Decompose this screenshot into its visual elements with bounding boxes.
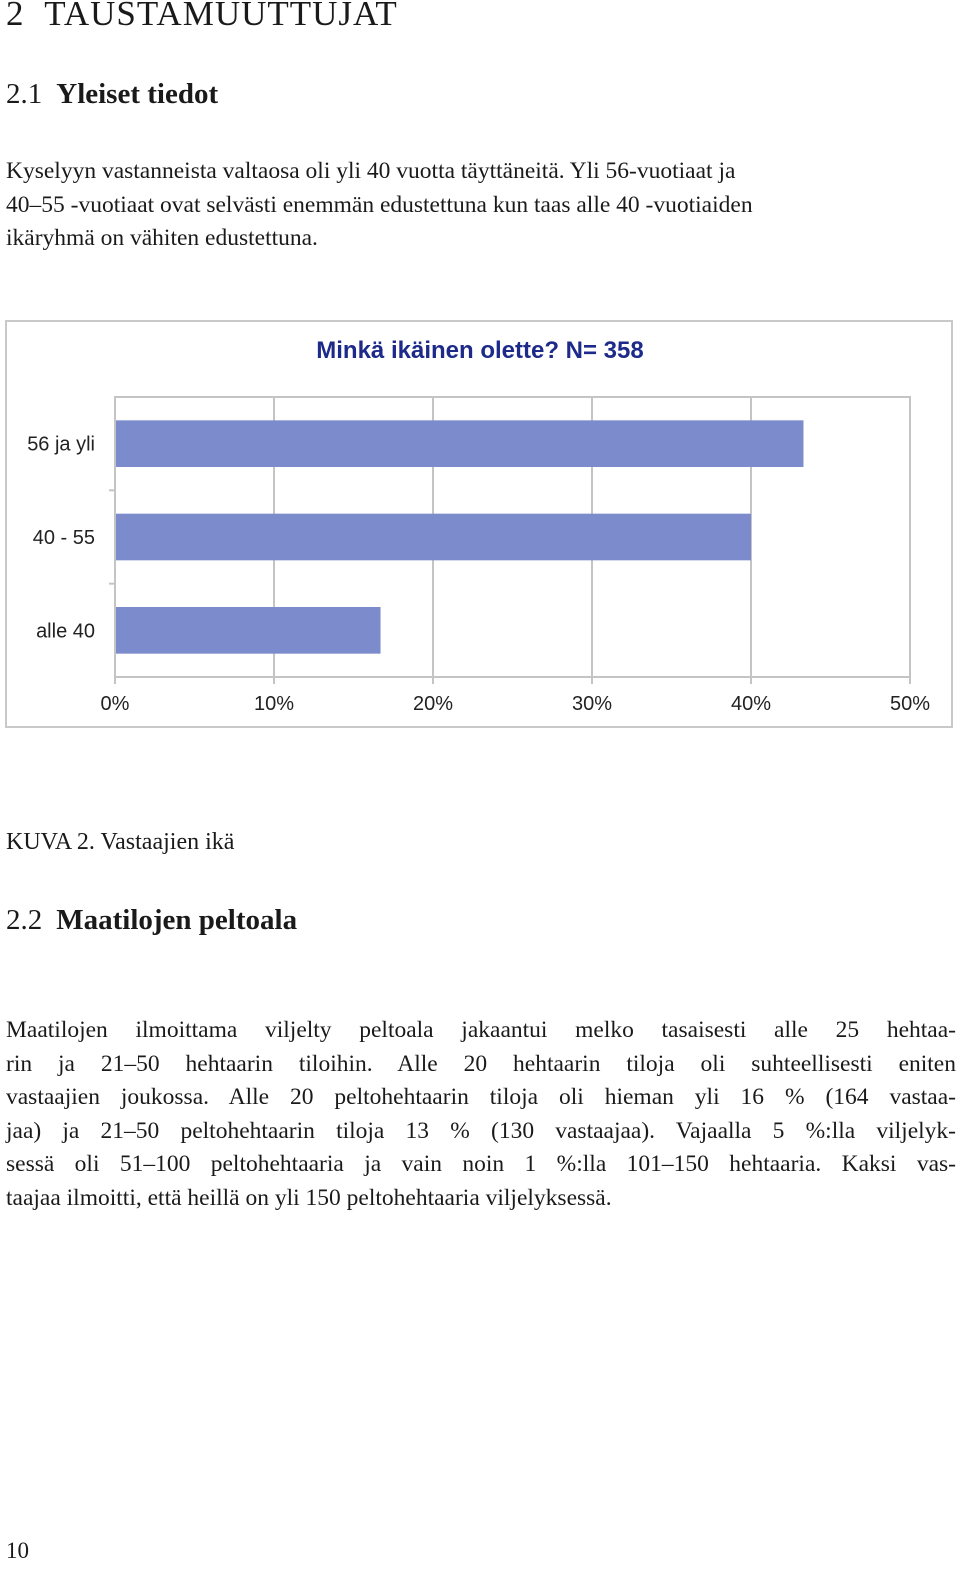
section-heading-2-2	[6, 904, 297, 937]
paragraph-line: Kyselyyn vastanneista valtaosa oli yli 40 vuotta täyttäneitä. Yli 56-vuotiaat ja	[6, 158, 736, 184]
section-title: Yleiset tiedot	[56, 78, 219, 110]
section-number: 2.2	[6, 904, 43, 936]
bar	[116, 607, 381, 654]
chapter-title: TAUSTAMUUTTUJAT	[44, 0, 398, 33]
fields-paragraph	[6, 1014, 956, 1215]
paragraph-line: sessä oli 51–100 peltohehtaaria ja vain noin 1 %:lla 101–150 hehtaaria. Kaksi vas-	[6, 1151, 956, 1177]
x-tick-label: 10%	[253, 693, 295, 715]
section-heading-2-1	[6, 78, 218, 111]
section-title: Maatilojen peltoala	[56, 904, 298, 936]
paragraph-line: ikäryhmä on vähiten edustettuna.	[6, 225, 318, 251]
paragraph-line: jaa) ja 21–50 peltohehtaarin tiloja 13 % (130 vastaajaa). Vajaalla 5 %:lla viljelyk-	[6, 1117, 956, 1144]
x-tick-label: 40%	[730, 693, 772, 715]
x-tick-label: 20%	[412, 693, 454, 715]
chart-title: Minkä ikäinen olette? N= 358	[316, 337, 644, 364]
paragraph-line: taajaa ilmoitti, että heillä on yli 150 peltohehtaaria viljelyksessä.	[6, 1184, 612, 1211]
bar	[116, 514, 751, 561]
category-label: 40 - 55	[32, 527, 95, 549]
age-chart	[5, 320, 953, 728]
page-number: 10	[6, 1538, 29, 1563]
category-label: alle 40	[36, 620, 95, 643]
paragraph-line: rin ja 21–50 hehtaarin tiloihin. Alle 20 hehtaarin tiloja oli suhteellisesti eniten	[6, 1050, 956, 1077]
x-tick-label: 0%	[100, 693, 130, 715]
paragraph-line: Maatilojen ilmoittama viljelty peltoala jakaantui melko tasaisesti alle 25 hehtaa-	[6, 1017, 956, 1043]
paragraph-line: vastaajien joukossa. Alle 20 peltohehtaarin tiloja oli hieman yli 16 % (164 vastaa-	[6, 1084, 956, 1110]
bar	[116, 420, 803, 467]
x-tick-label: 30%	[571, 693, 613, 715]
category-label: 56 ja yli	[27, 433, 95, 456]
chapter-heading	[6, 0, 398, 34]
paragraph-line: 40–55 -vuotiaat ovat selvästi enemmän edustettuna kun taas alle 40 -vuotiaiden	[6, 191, 753, 218]
intro-paragraph	[6, 155, 956, 256]
age-chart-plot	[7, 322, 955, 730]
chapter-number: 2	[6, 0, 25, 33]
x-tick-label: 50%	[889, 693, 931, 715]
section-number: 2.1	[6, 78, 43, 110]
figure-caption: KUVA 2. Vastaajien ikä	[6, 829, 235, 855]
